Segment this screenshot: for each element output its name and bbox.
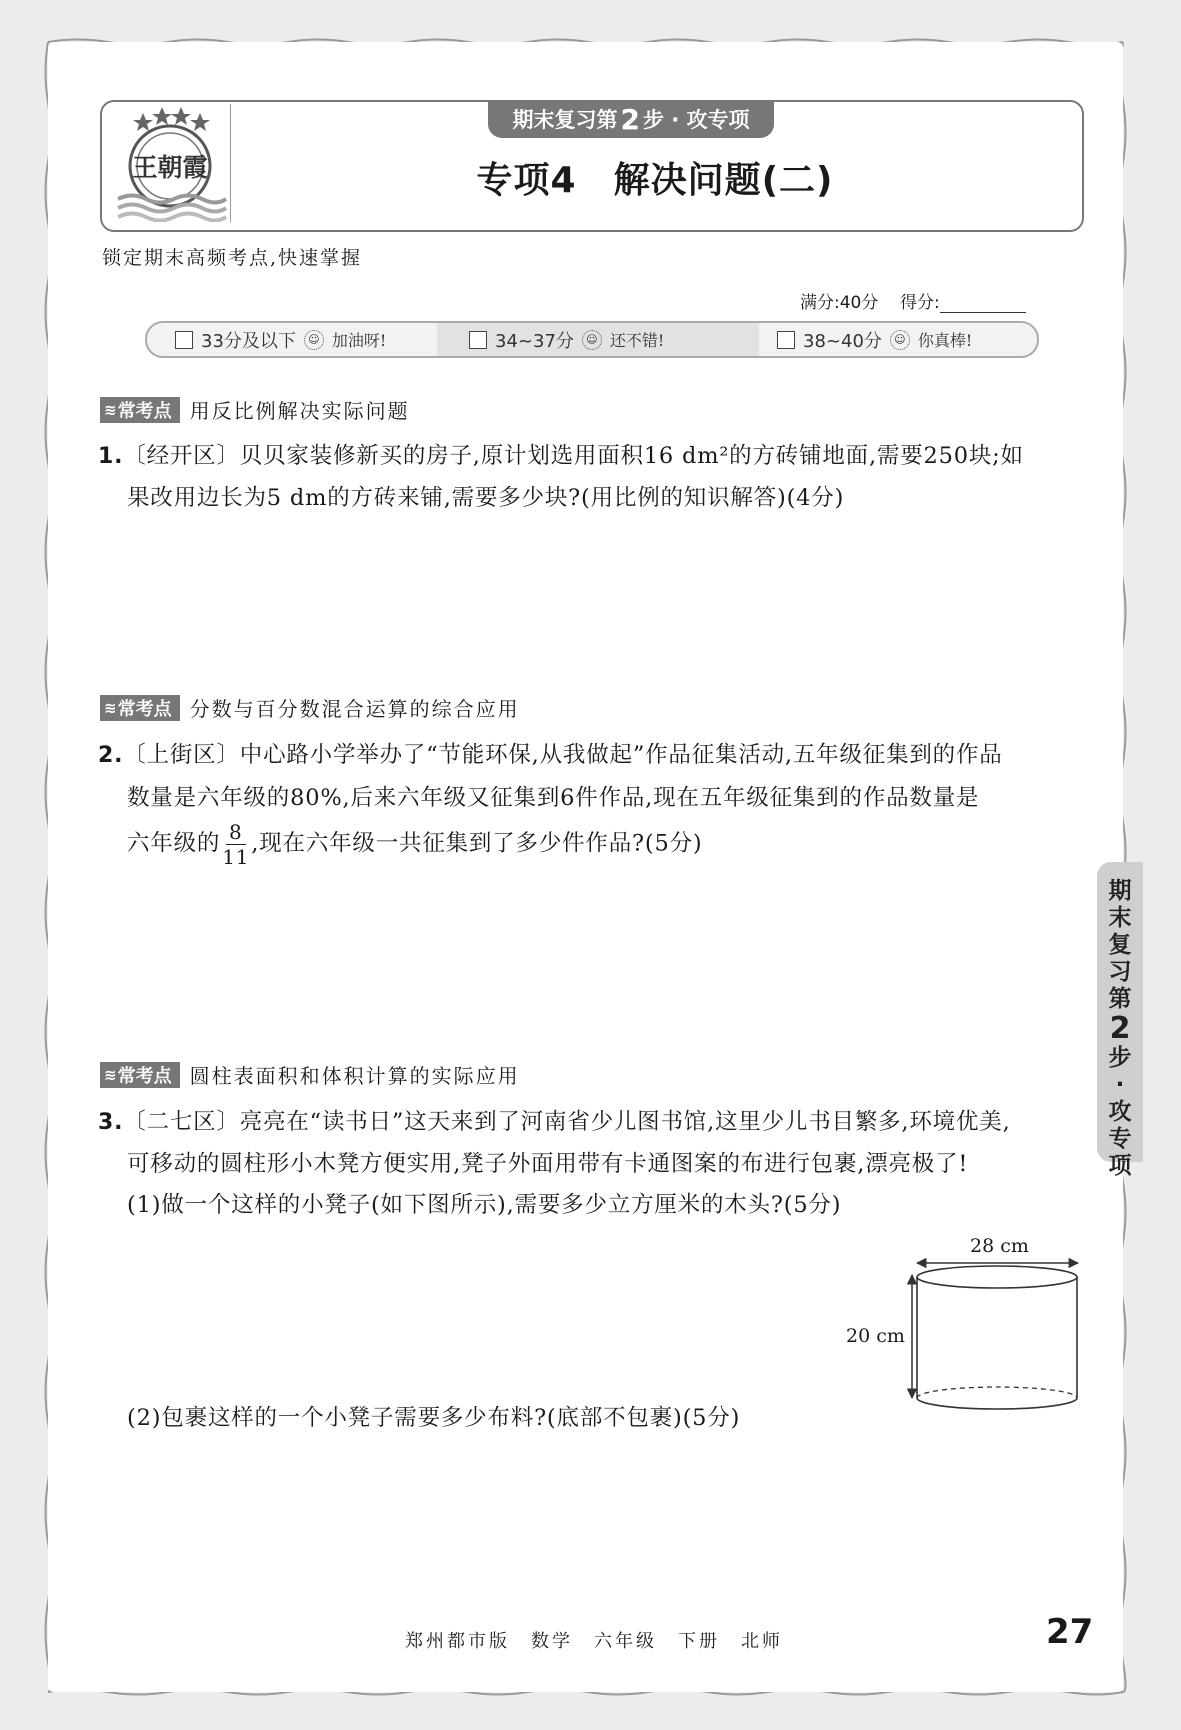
rating-bar: [145, 321, 1039, 358]
cylinder-top: [917, 1266, 1077, 1288]
section-1-header: [100, 395, 410, 424]
cylinder-diagram: [900, 1230, 1090, 1410]
question-2-line2: 数量是六年级的80%,后来六年级又征集到6件作品,现在五年级征集到的作品数量是: [127, 785, 980, 811]
question-3-part1: (1)做一个这样的小凳子(如下图所示),需要多少立方厘米的木头?(5分): [127, 1192, 842, 1218]
smile-icon: ☺: [890, 330, 910, 350]
question-number: 2.: [98, 743, 124, 768]
full-score-label: 满分:40分: [800, 293, 879, 313]
topic-tag: ≋ 常考点: [100, 397, 180, 423]
rating-high: [777, 323, 1037, 356]
step-tab-number: 2: [620, 102, 640, 136]
question-text: 〔上街区〕中心路小学举办了“节能环保,从我做起”作品征集活动,五年级征集到的作品: [123, 742, 1003, 768]
question-2: [98, 737, 1003, 769]
fraction: $\frac{8}{11}$: [222, 820, 250, 869]
section-2-header: [100, 693, 520, 722]
answer-area-2[interactable]: [127, 880, 1077, 1050]
footer-text: 郑州都市版 数学 六年级 下册 北师: [405, 1631, 783, 1652]
score-blank[interactable]: [940, 294, 1026, 313]
step-tab: [488, 100, 774, 138]
checkbox[interactable]: [777, 331, 795, 349]
cylinder-bottom-back: [917, 1387, 1077, 1398]
topic-text: 圆柱表面积和体积计算的实际应用: [189, 1064, 520, 1088]
rating-range: 33分及以下: [201, 330, 296, 352]
cylinder-bottom-front: [917, 1398, 1077, 1409]
answer-area-1[interactable]: [127, 520, 1077, 680]
side-tab-label: 期 末 复 习 第 2 步 · 攻 专 项: [1108, 878, 1132, 1179]
question-3-part2: (2)包裹这样的一个小凳子需要多少布料?(底部不包裹)(5分): [127, 1405, 741, 1431]
score-line: [800, 288, 1026, 313]
rating-low: [175, 323, 445, 356]
topic-tag: ≋ 常考点: [100, 1062, 180, 1088]
rating-cheer: 你真棒!: [917, 331, 973, 350]
page-number: 27: [1046, 1612, 1094, 1652]
question-3: [98, 1104, 1011, 1136]
rating-range: 38~40分: [803, 330, 882, 352]
section-3-header: [100, 1060, 520, 1089]
rating-cheer: 还不错!: [609, 331, 665, 350]
smile-icon: ☺: [582, 330, 602, 350]
side-tab-text: [1097, 878, 1143, 1180]
question-text: 〔经开区〕贝贝家装修新买的房子,原计划选用面积16 dm²的方砖铺地面,需要250块;如: [123, 443, 1024, 469]
wave-icon: ≋: [104, 698, 114, 717]
rating-cheer: 加油呀!: [331, 331, 387, 350]
brand-logo: [112, 104, 228, 222]
question-2-line3: 六年级的 $\frac{8}{11}$ ,现在六年级一共征集到了多少件作品?(5分): [127, 820, 703, 869]
wave-icon: ≋: [104, 1065, 114, 1084]
rating-mid: [437, 323, 759, 356]
question-1: [98, 438, 1024, 470]
checkbox[interactable]: [469, 331, 487, 349]
page-title: 专项4 解决问题(二): [476, 160, 834, 201]
topic-text: 用反比例解决实际问题: [189, 399, 410, 423]
step-tab-suffix: 步 · 攻专项: [642, 108, 750, 132]
diameter-label: 28 cm: [970, 1235, 1029, 1257]
subtitle: 锁定期末高频考点,快速掌握: [102, 247, 363, 269]
height-label: 20 cm: [846, 1325, 905, 1347]
smile-icon: ☺: [304, 330, 324, 350]
question-number: 3.: [98, 1110, 124, 1135]
score-label: 得分:: [899, 293, 940, 313]
checkbox[interactable]: [175, 331, 193, 349]
topic-text: 分数与百分数混合运算的综合应用: [189, 697, 520, 721]
question-3-line2: 可移动的圆柱形小木凳方便实用,凳子外面用带有卡通图案的布进行包裹,漂亮极了!: [127, 1151, 969, 1177]
rating-range: 34~37分: [495, 330, 574, 352]
topic-tag: ≋ 常考点: [100, 695, 180, 721]
logo-lettering: 王朝霞: [132, 153, 208, 182]
question-text: 〔二七区〕亮亮在“读书日”这天来到了河南省少儿图书馆,这里少儿书目繁多,环境优美,: [123, 1109, 1011, 1135]
question-number: 1.: [98, 444, 124, 469]
question-1-line2: 果改用边长为5 dm的方砖来铺,需要多少块?(用比例的知识解答)(4分): [127, 485, 845, 511]
step-tab-prefix: 期末复习第: [512, 108, 618, 132]
wave-icon: ≋: [104, 400, 114, 419]
